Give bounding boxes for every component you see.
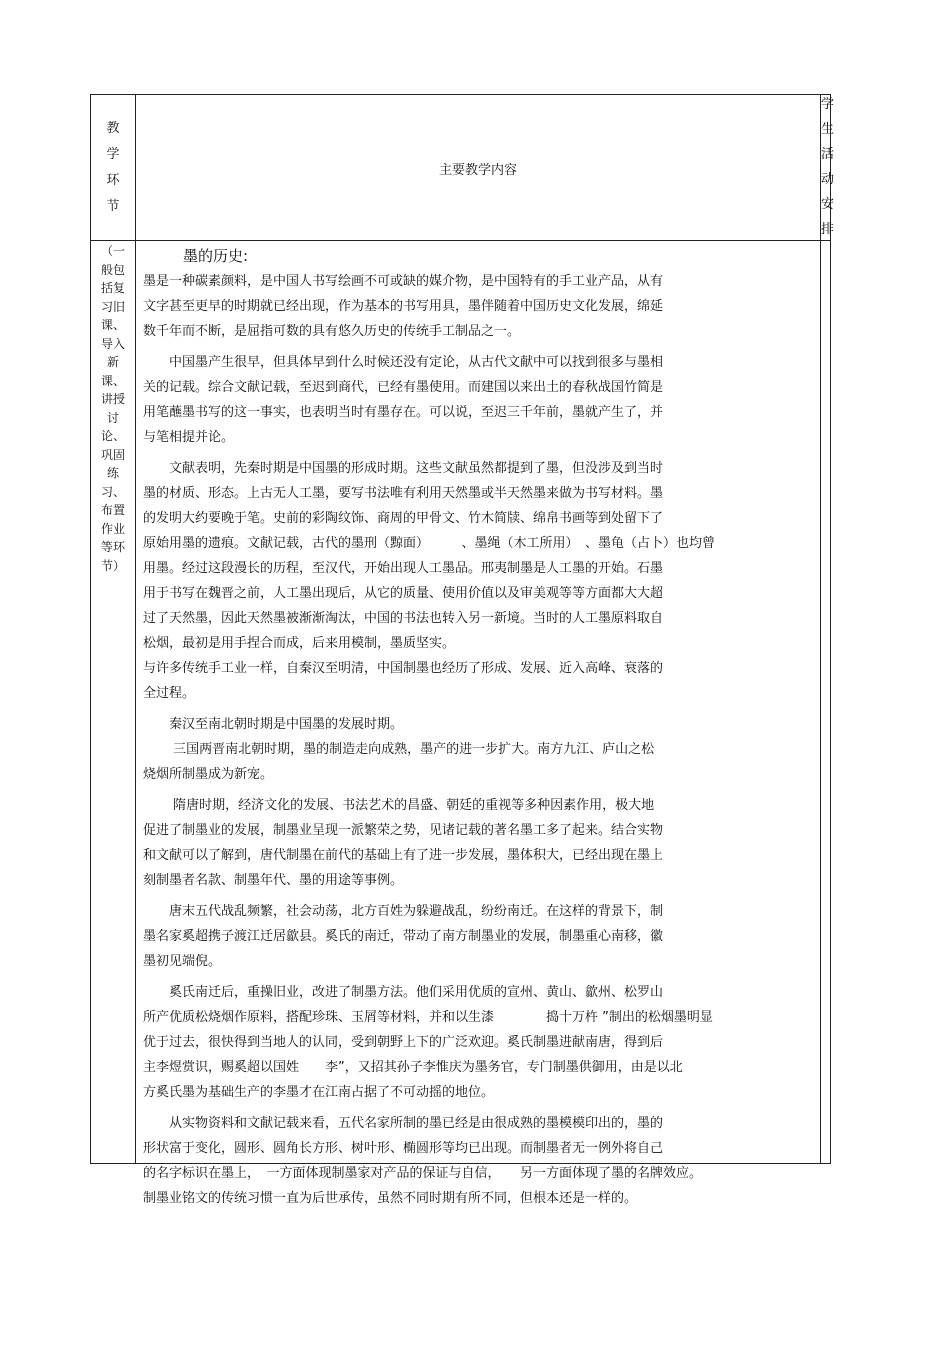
paragraph bbox=[143, 793, 815, 893]
header-char: 活 bbox=[821, 147, 835, 162]
text-line: 奚氏南迁后，重操旧业，改进了制墨方法。他们采用优质的宣州、黄山、歙州、松罗山 bbox=[143, 985, 664, 1000]
text-line: 与许多传统手工业一样，自秦汉至明清，中国制墨也经历了形成、发展、近入高峰、衰落的 bbox=[143, 661, 664, 676]
text-line: 关的记载。综合文献记载，至迟到商代，已经有墨使用。而建国以来出土的春秋战国竹简是 bbox=[143, 380, 664, 395]
col-divider-2 bbox=[820, 94, 821, 1164]
stage-line: 作业 bbox=[100, 521, 125, 536]
header-char: 学 bbox=[821, 97, 835, 112]
text-line: 的名字标识在墨上， 一方面体现制墨家对产品的保证与自信， 另一方面体现了墨的名牌效应。 bbox=[143, 1166, 703, 1181]
paragraph bbox=[143, 737, 815, 787]
stage-line: 般包 bbox=[100, 262, 125, 277]
text-line: 墨是一种碳素颜料，是中国人书写绘画不可或缺的媒介物，是中国特有的手工业产品，从有 bbox=[143, 274, 664, 289]
stage-description bbox=[90, 242, 136, 575]
header-char: 排 bbox=[821, 222, 835, 237]
paragraph bbox=[143, 269, 815, 344]
text-line: 与笔相提并论。 bbox=[143, 430, 235, 445]
text-line: 文献表明，先秦时期是中国墨的形成时期。这些文献虽然都提到了墨，但没涉及到当时 bbox=[143, 461, 664, 476]
paragraph bbox=[143, 899, 815, 974]
text-line: 松烟，最初是用手捏合而成，后来用模制，墨质坚实。 bbox=[143, 636, 456, 651]
stage-line: 括复 bbox=[100, 281, 125, 295]
text-line: 用墨。经过这段漫长的历程，至汉代，开始出现人工墨品。邢夷制墨是人工墨的开始。石墨 bbox=[143, 561, 664, 576]
text-line: 文字甚至更早的时期就已经出现，作为基本的书写用具，墨伴随着中国历史文化发展，绵延 bbox=[143, 299, 664, 314]
text-line: 墨初见端倪。 bbox=[143, 954, 222, 969]
header-char: 学 bbox=[106, 147, 120, 162]
stage-line: 习旧 bbox=[100, 299, 125, 314]
stage-line: 新 bbox=[106, 355, 119, 369]
text-line: 中国墨产生很早，但具体早到什么时候还没有定论，从古代文献中可以找到很多与墨相 bbox=[143, 355, 664, 370]
paragraph bbox=[143, 350, 815, 450]
section-heading: 墨的历史: bbox=[183, 247, 249, 265]
text-line: 全过程。 bbox=[143, 686, 196, 701]
text-line: 方奚氏墨为基础生产的李墨才在江南占据了不可动摇的地位。 bbox=[143, 1085, 495, 1100]
main-content-header: 主要教学内容 bbox=[438, 163, 517, 178]
text-line: 唐末五代战乱频繁，社会动荡，北方百姓为躲避战乱，纷纷南迁。在这样的背景下，制 bbox=[143, 904, 664, 919]
paragraph bbox=[143, 456, 815, 656]
stage-line: 论、 bbox=[100, 429, 125, 443]
text-line: 秦汉至南北朝时期是中国墨的发展时期。 bbox=[143, 717, 404, 732]
text-line: 烧烟所制墨成为新宠。 bbox=[143, 767, 274, 782]
header-divider bbox=[90, 240, 831, 241]
paragraph bbox=[143, 980, 815, 1105]
text-line: 隋唐时期，经济文化的发展、书法艺术的昌盛、朝廷的重视等多种因素作用，极大地 bbox=[143, 798, 655, 813]
text-line: 原始用墨的遗痕。文献记载，古代的墨刑（黥面） 、墨绳（木工所用） 、墨龟（占卜）也均曾 bbox=[143, 536, 716, 551]
text-line: 主李煜赏识，赐奚超以国姓 李”，又招其孙子李惟庆为墨务官，专门制墨供御用，由是以北 bbox=[143, 1060, 683, 1075]
teaching-stage-header bbox=[90, 116, 136, 220]
stage-line: 讨 bbox=[106, 410, 119, 425]
stage-line: 节） bbox=[100, 558, 125, 573]
header-char: 生 bbox=[821, 122, 835, 137]
text-line: 从实物资料和文献记载来看，五代名家所制的墨已经是由很成熟的墨模模印出的，墨的 bbox=[143, 1116, 664, 1131]
text-line: 墨名家奚超携子渡江迁居歙县。奚氏的南迁，带动了南方制墨业的发展，制墨重心南移，徽 bbox=[143, 929, 664, 944]
student-activity-header bbox=[821, 92, 835, 242]
text-line: 用于书写在魏晋之前，人工墨出现后，从它的质量、使用价值以及审美观等等方面都大大超 bbox=[143, 586, 664, 601]
paragraph bbox=[143, 656, 815, 706]
stage-line: 习、 bbox=[100, 484, 125, 499]
text-line: 优于过去，很快得到当地人的认同，受到朝野上下的广泛欢迎。奚氏制墨进献南唐，得到后 bbox=[143, 1035, 664, 1050]
stage-line: 课、 bbox=[100, 318, 125, 332]
text-line: 形状富于变化，圆形、圆角长方形、树叶形、椭圆形等均已出现。而制墨者无一例外将自己 bbox=[143, 1141, 664, 1156]
text-line: 过了天然墨，因此天然墨被渐渐淘汰，中国的书法也转入另一新境。当时的人工墨原料取自 bbox=[143, 611, 664, 626]
header-char: 教 bbox=[106, 121, 120, 136]
text-line: 三国两晋南北朝时期，墨的制造走向成熟，墨产的进一步扩大。南方九江、庐山之松 bbox=[143, 742, 655, 757]
header-char: 环 bbox=[106, 173, 120, 188]
header-char: 安 bbox=[821, 197, 835, 212]
paragraph bbox=[143, 712, 815, 737]
text-line: 所产优质松烧烟作原料，搭配珍珠、玉屑等材料，并和以生漆 捣十万杵 ”制出的松烟墨明显 bbox=[143, 1010, 713, 1025]
stage-line: 巩固 bbox=[100, 447, 125, 462]
text-line: 促进了制墨业的发展，制墨业呈现一派繁荣之势，见诸记载的著名墨工多了起来。结合实物 bbox=[143, 823, 664, 838]
stage-line: 导入 bbox=[100, 336, 125, 351]
lesson-content bbox=[143, 244, 815, 1211]
stage-line: 讲授 bbox=[100, 392, 125, 406]
stage-line: 练 bbox=[106, 466, 119, 480]
text-line: 用笔蘸墨书写的这一事实，也表明当时有墨存在。可以说，至迟三千年前，墨就产生了，并 bbox=[143, 405, 664, 420]
text-line: 数千年而不断，是屈指可数的具有悠久历史的传统手工制品之一。 bbox=[143, 324, 521, 339]
header-char: 动 bbox=[821, 172, 835, 187]
stage-line: 布置 bbox=[100, 503, 125, 517]
text-line: 制墨业铭文的传统习惯一直为后世承传，虽然不同时期有所不同，但根本还是一样的。 bbox=[143, 1191, 638, 1206]
text-line: 和文献可以了解到，唐代制墨在前代的基础上有了进一步发展，墨体积大，已经出现在墨上 bbox=[143, 848, 664, 863]
stage-line: （一 bbox=[100, 244, 125, 258]
text-line: 的发明大约要晚于笔。史前的彩陶纹饰、商周的甲骨文、竹木简牍、绵帛书画等到处留下了 bbox=[143, 511, 664, 526]
stage-line: 等环 bbox=[100, 540, 125, 554]
text-line: 墨的材质、形态。上古无人工墨，要写书法唯有利用天然墨或半天然墨来做为书写材料。墨 bbox=[143, 486, 664, 501]
paragraph bbox=[143, 1111, 815, 1211]
header-char: 节 bbox=[106, 199, 120, 214]
stage-line: 课、 bbox=[100, 373, 125, 388]
text-line: 刻制墨者名款、制墨年代、墨的用途等事例。 bbox=[143, 873, 404, 888]
